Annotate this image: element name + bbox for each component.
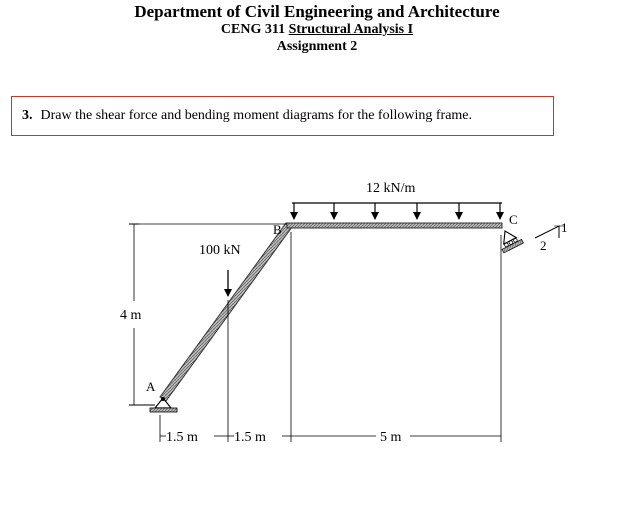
roller-support-c xyxy=(495,226,523,253)
node-c-label: C xyxy=(509,212,518,227)
slope-run: 2 xyxy=(540,238,547,253)
department-title: Department of Civil Engineering and Architecture xyxy=(134,2,500,21)
question-number: 3. xyxy=(22,108,33,123)
node-b-label: B xyxy=(273,222,282,237)
distributed-load-arrows xyxy=(294,203,500,219)
distributed-load-label: 12 kN/m xyxy=(366,181,416,196)
course-code: CENG 311 xyxy=(220,22,286,38)
dim-2-label: 1.5 m xyxy=(234,430,266,445)
assignment-title: Assignment 2 xyxy=(276,39,358,55)
slope-indicator xyxy=(535,220,568,253)
dim-3-label: 5 m xyxy=(380,430,402,445)
horizontal-dimensions xyxy=(160,430,501,445)
height-label: 4 m xyxy=(120,308,142,323)
dim-1-label: 1.5 m xyxy=(166,430,198,445)
question-text: Draw the shear force and bending moment diagrams for the following frame. xyxy=(40,108,473,123)
point-load-label: 100 kN xyxy=(199,243,241,258)
slope-rise: 1 xyxy=(561,220,568,235)
course-name: Structural Analysis I xyxy=(288,22,414,38)
node-a-label: A xyxy=(146,379,156,394)
member-bc xyxy=(287,223,502,228)
